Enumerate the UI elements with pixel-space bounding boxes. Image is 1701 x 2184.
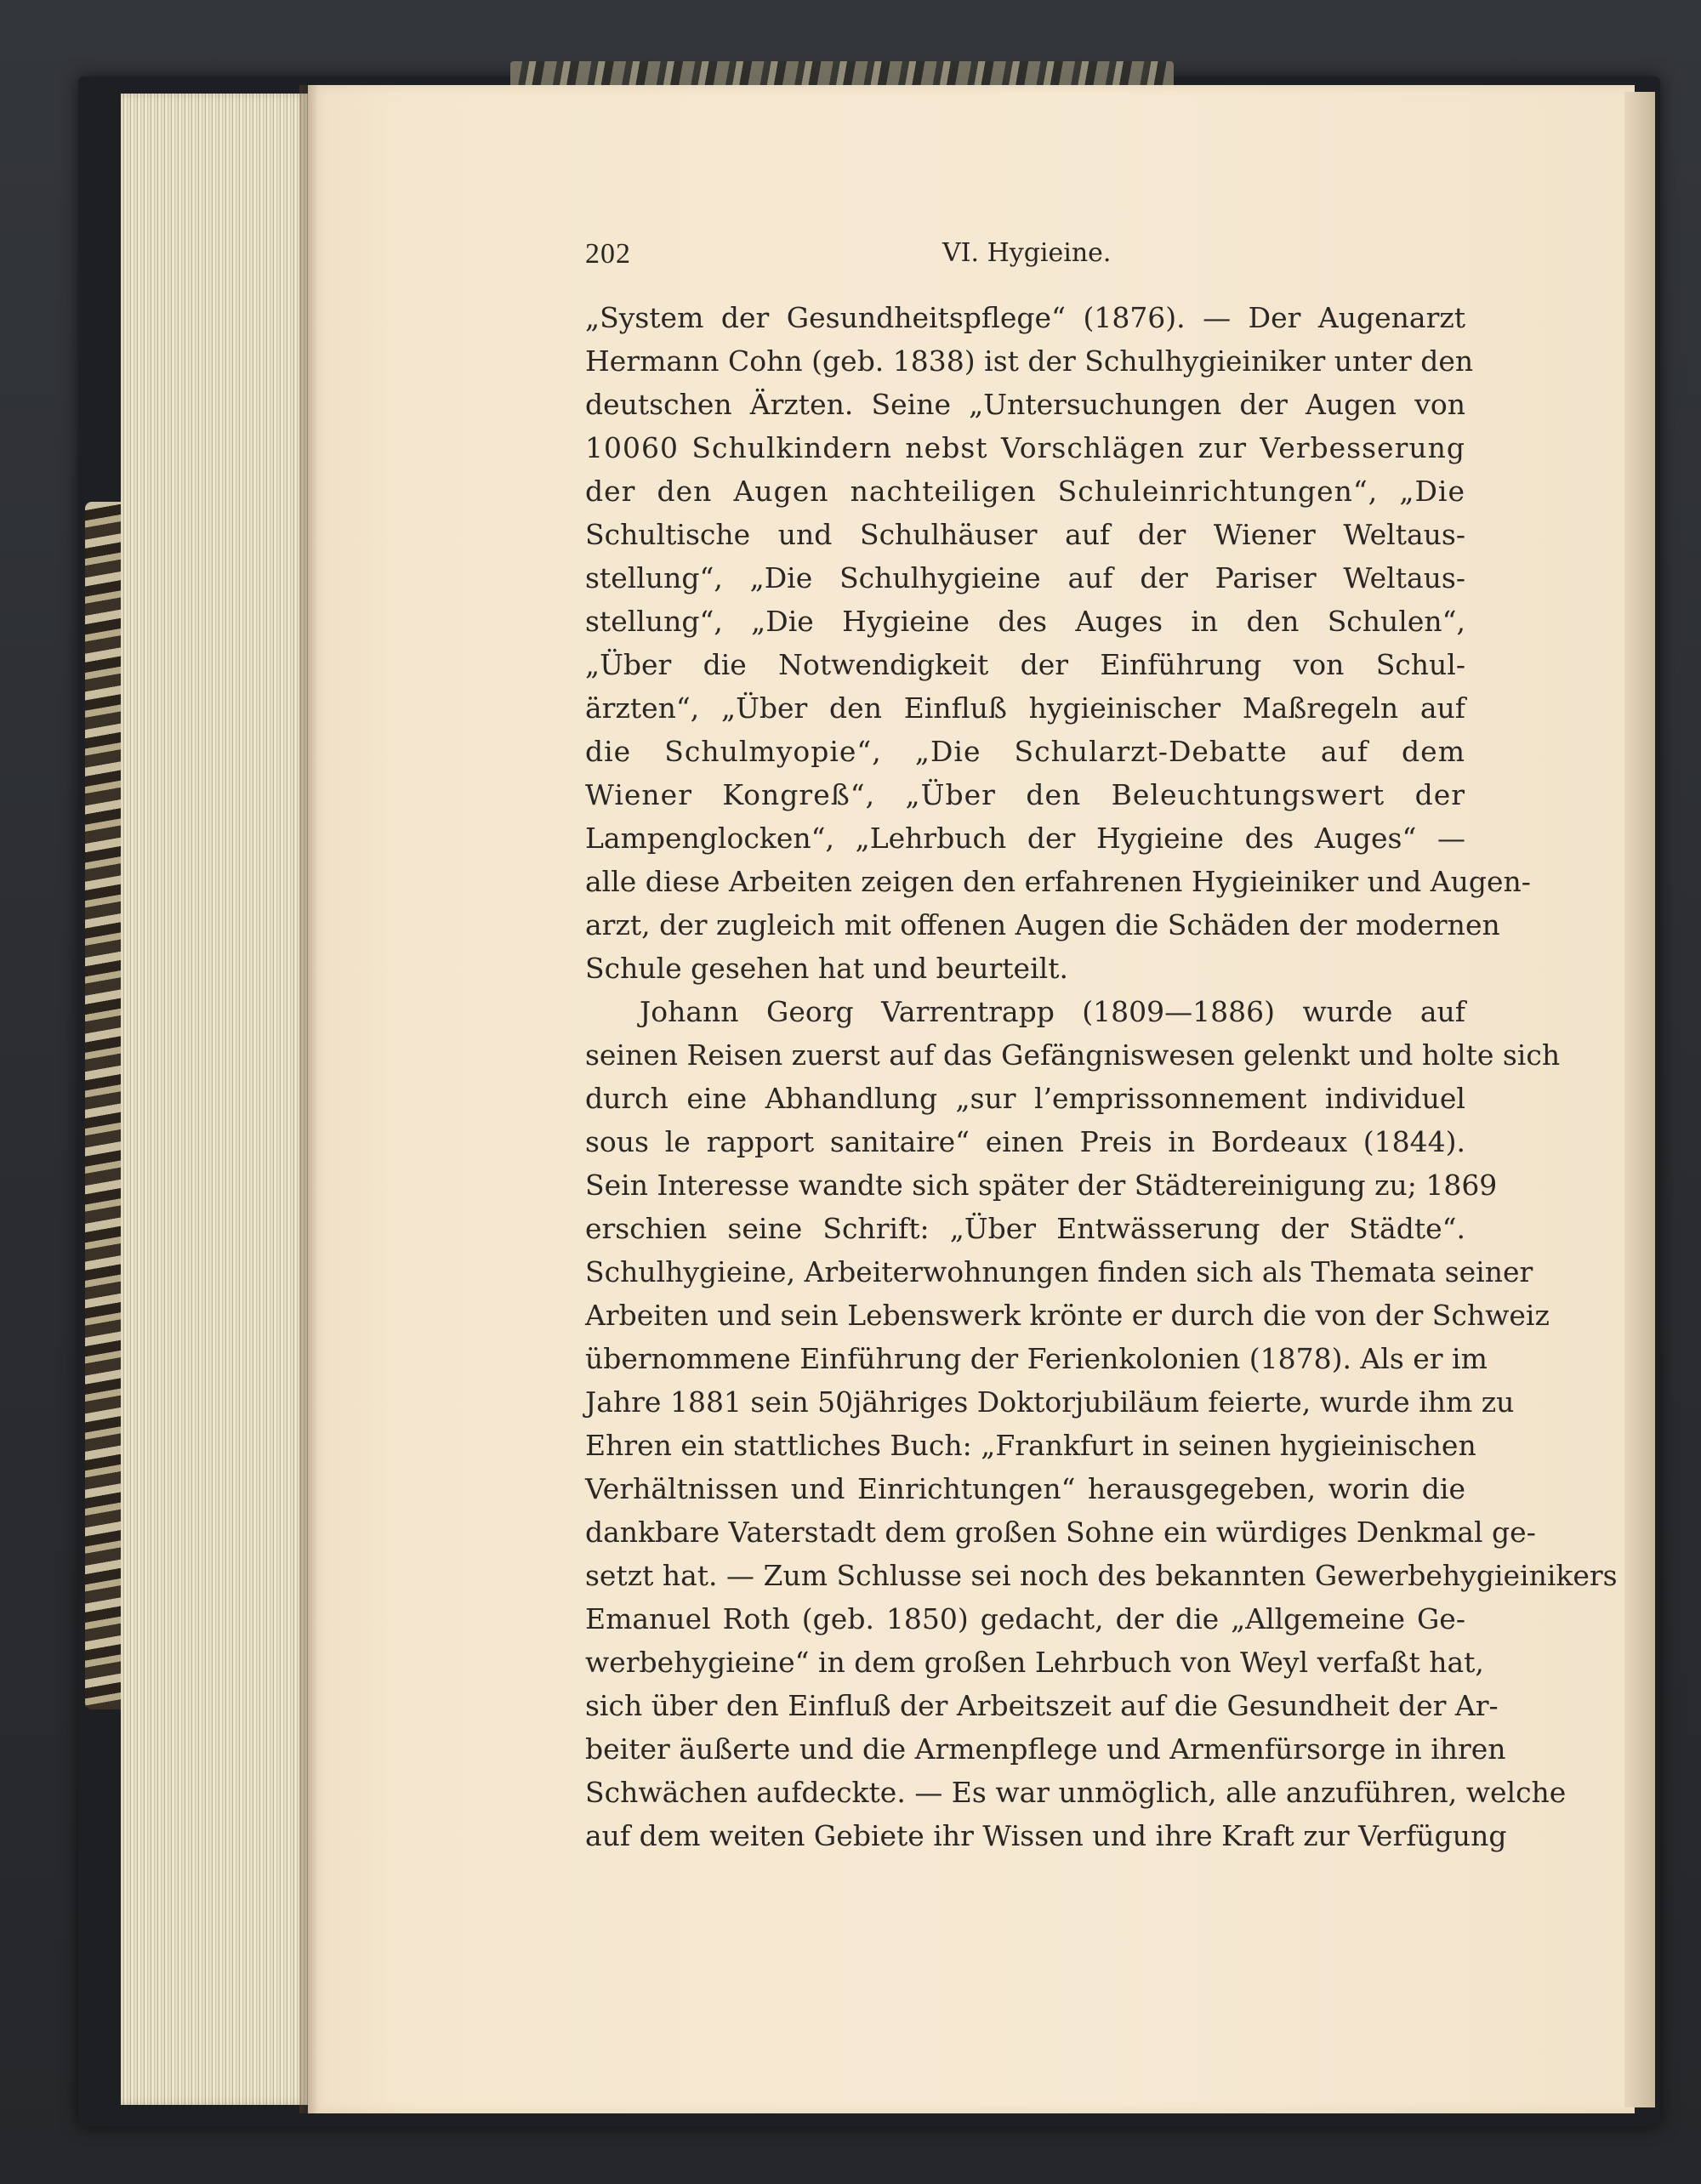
- text-line: ärzten“, „Über den Einfluß hygieinischer Maßregeln auf: [585, 691, 1465, 725]
- text-line: seinen Reisen zuerst auf das Gefängniswesen gelenkt und holte sich: [585, 1038, 1561, 1072]
- text-line: Johann Georg Varrentrapp (1809—1886) wurde auf: [640, 995, 1465, 1028]
- text-line: Lampenglocken“, „Lehrbuch der Hygieine des Auges“ —: [585, 822, 1465, 855]
- text-line: sich über den Einfluß der Arbeitszeit auf die Gesundheit der Ar-: [585, 1689, 1499, 1722]
- text-line: stellung“, „Die Hygieine des Auges in den Schulen“,: [585, 605, 1465, 638]
- text-line: setzt hat. — Zum Schlusse sei noch des bekannten Gewerbehygieinikers: [585, 1559, 1618, 1592]
- page-stack-edge: [121, 94, 310, 2105]
- text-line: Arbeiten und sein Lebenswerk krönte er durch die von der Schweiz: [585, 1299, 1550, 1332]
- text-line: „Über die Notwendigkeit der Einführung von Schul-: [585, 648, 1465, 681]
- spine-shadow: [299, 85, 318, 2113]
- text-line: Wiener Kongreß“, „Über den Beleuchtungswert der: [585, 778, 1465, 811]
- text-line: Schule gesehen hat und beurteilt.: [585, 952, 1068, 985]
- text-line: „System der Gesundheitspflege“ (1876). — Der Augenarzt: [585, 301, 1465, 334]
- text-line: die Schulmyopie“, „Die Schularzt-Debatte auf dem: [585, 735, 1465, 768]
- text-line: Hermann Cohn (geb. 1838) ist der Schulhygieiniker unter den: [585, 344, 1474, 378]
- text-line: sous le rapport sanitaire“ einen Preis in Bordeaux (1844).: [585, 1125, 1465, 1158]
- text-line: 10060 Schulkindern nebst Vorschlägen zur Verbesserung: [585, 431, 1465, 464]
- text-line: Emanuel Roth (geb. 1850) gedacht, der die „Allgemeine Ge-: [585, 1602, 1465, 1635]
- text-line: erschien seine Schrift: „Über Entwässerung der Städte“.: [585, 1212, 1465, 1245]
- page-header: [585, 238, 1465, 276]
- paragraph-1: [585, 296, 1531, 990]
- text-line: alle diese Arbeiten zeigen den erfahrenen Hygieiniker und Augen-: [585, 865, 1531, 898]
- page-right-edge: [1624, 92, 1655, 2107]
- text-line: auf dem weiten Gebiete ihr Wissen und ihre Kraft zur Verfügung: [585, 1819, 1507, 1852]
- text-line: übernommene Einführung der Ferienkolonien (1878). Als er im: [585, 1342, 1488, 1375]
- paragraph-2: [585, 990, 1618, 1857]
- text-line: arzt, der zugleich mit offenen Augen die Schäden der modernen: [585, 908, 1500, 941]
- page-number: 202: [585, 238, 631, 270]
- text-line: Schwächen aufdeckte. — Es war unmöglich, alle anzuführen, welche: [585, 1776, 1567, 1809]
- text-line: stellung“, „Die Schulhygieine auf der Pariser Weltaus-: [585, 561, 1465, 594]
- text-line: Schultische und Schulhäuser auf der Wiener Weltaus-: [585, 518, 1465, 551]
- running-head: VI. Hygieine.: [942, 238, 1112, 268]
- text-line: dankbare Vaterstadt dem großen Sohne ein würdiges Denkmal ge-: [585, 1516, 1536, 1549]
- text-line: Sein Interesse wandte sich später der Städtereinigung zu; 1869: [585, 1169, 1498, 1202]
- text-line: deutschen Ärzten. Seine „Untersuchungen der Augen von: [585, 388, 1465, 421]
- text-line: Verhältnissen und Einrichtungen“ herausgegeben, worin die: [585, 1472, 1465, 1505]
- text-line: durch eine Abhandlung „sur l’emprissonnement individuel: [585, 1082, 1465, 1115]
- text-line: Ehren ein stattliches Buch: „Frankfurt in seinen hygieinischen: [585, 1429, 1476, 1462]
- text-line: Schulhygieine, Arbeiterwohnungen finden sich als Themata seiner: [585, 1255, 1533, 1288]
- body-text: [585, 296, 1618, 1857]
- text-line: der den Augen nachteiligen Schuleinrichtungen“, „Die: [585, 475, 1465, 508]
- text-line: werbehygieine“ in dem großen Lehrbuch von Weyl verfaßt hat,: [585, 1646, 1484, 1679]
- text-line: Jahre 1881 sein 50jähriges Doktorjubiläum feierte, wurde ihm zu: [585, 1385, 1515, 1419]
- text-line: beiter äußerte und die Armenpflege und Armenfürsorge in ihren: [585, 1732, 1506, 1766]
